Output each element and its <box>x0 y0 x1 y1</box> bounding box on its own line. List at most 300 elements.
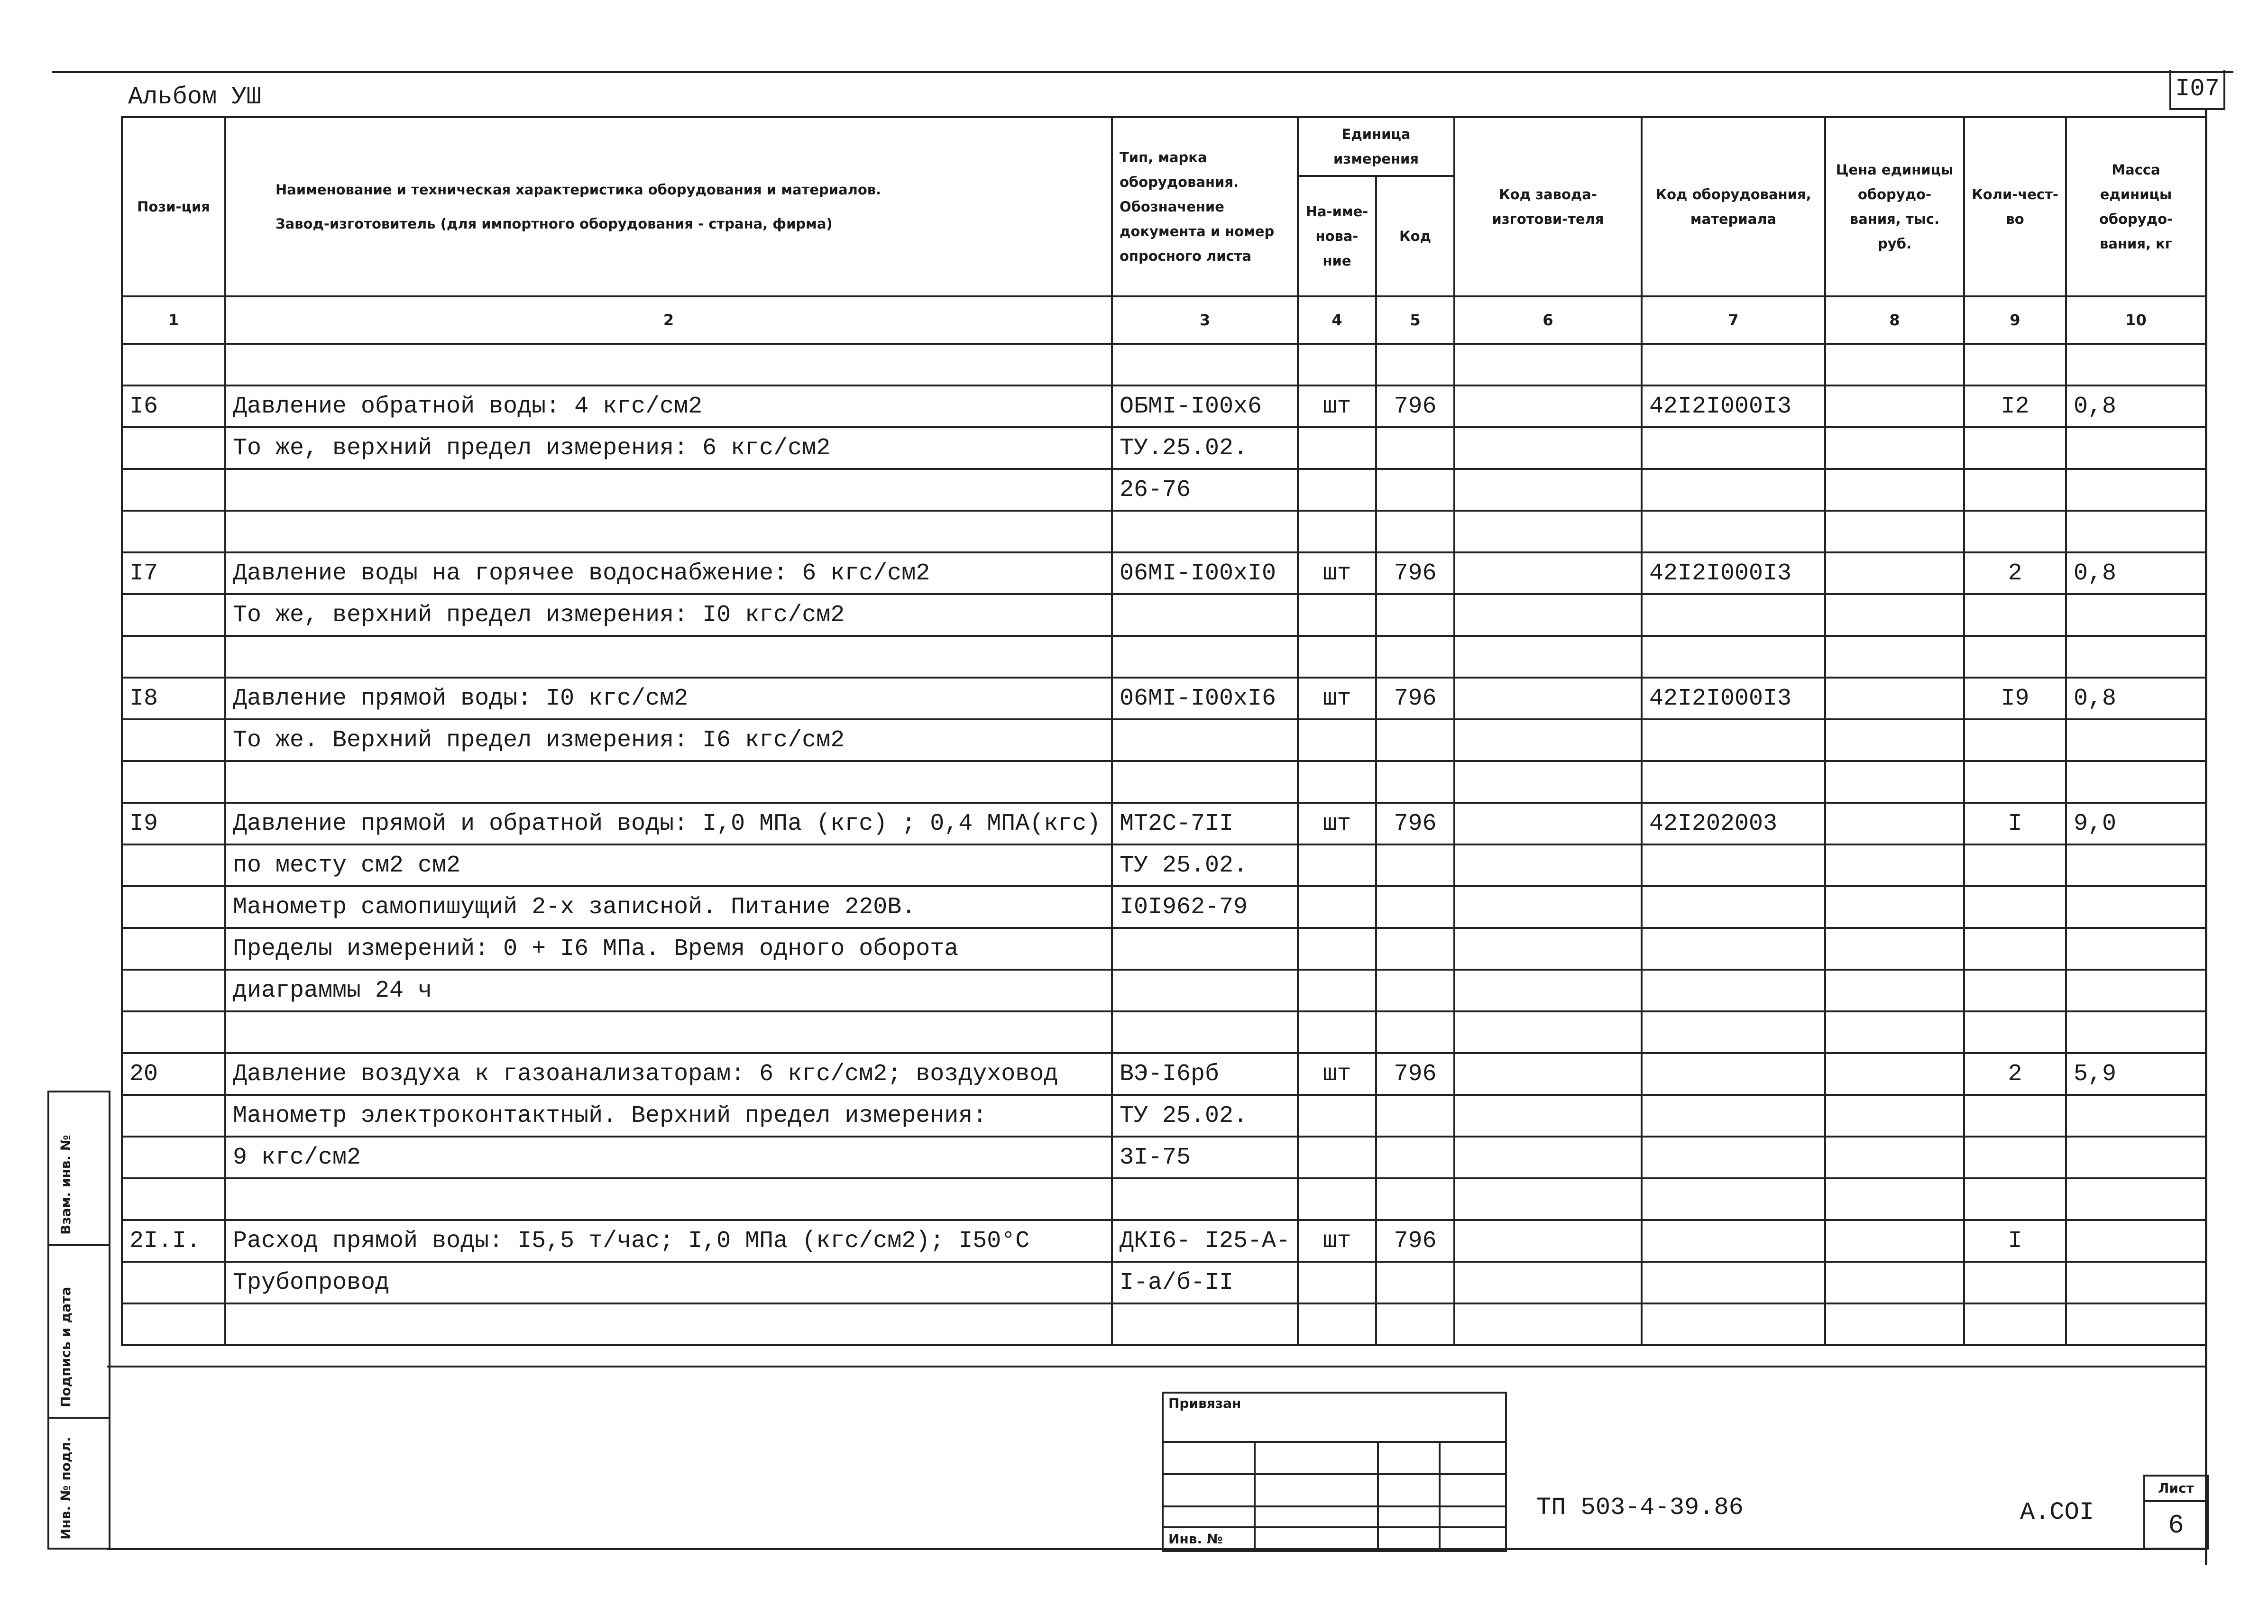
cell-type <box>1112 511 1298 552</box>
cell-unit-code <box>1376 886 1454 928</box>
cell-type <box>1112 636 1298 678</box>
cell-plant-code <box>1454 1011 1642 1053</box>
table-row <box>122 1178 2206 1220</box>
cell-type <box>1112 928 1298 970</box>
list-box <box>2143 1475 2209 1550</box>
cell-type: ТУ.25.02. <box>1112 427 1298 469</box>
cell-type: 06МI-I00хI6 <box>1112 678 1298 719</box>
cell-equipment-code: 42I2I000I3 <box>1642 678 1825 719</box>
table-row <box>122 469 2206 511</box>
stamp-inv-original: Инв. № подл. <box>58 1437 73 1540</box>
cell-quantity <box>1964 511 2066 552</box>
cell-price <box>1825 678 1964 719</box>
cell-type: ВЭ-I6рб <box>1112 1053 1298 1095</box>
album-code: А.СОI <box>2020 1498 2094 1526</box>
header-equipment-code: Код оборудования, материала <box>1642 117 1825 296</box>
cell-name: То же, верхний предел измерения: I0 кгс/см2 <box>225 594 1112 636</box>
cell-position: I8 <box>122 678 225 719</box>
cell-type <box>1112 970 1298 1011</box>
table-row <box>122 844 2206 886</box>
cell-quantity: I9 <box>1964 678 2066 719</box>
cell-name <box>225 511 1112 552</box>
cell-mass <box>2066 1095 2206 1137</box>
bottom-frame-line-2 <box>107 1548 2207 1550</box>
cell-mass: 0,8 <box>2066 678 2206 719</box>
cell-equipment-code <box>1642 469 1825 511</box>
binding-box <box>1162 1392 1507 1552</box>
cell-price <box>1825 427 1964 469</box>
header-type: Тип, марка оборудования. Обозначение документа и номер опросного листа <box>1112 117 1298 296</box>
cell-mass <box>2066 1220 2206 1262</box>
cell-type <box>1112 1303 1298 1345</box>
column-number: 5 <box>1376 296 1454 344</box>
cell-unit-code: 796 <box>1376 1053 1454 1095</box>
cell-type: ТУ 25.02. <box>1112 1095 1298 1137</box>
cell-plant-code <box>1454 1095 1642 1137</box>
cell-position: 20 <box>122 1053 225 1095</box>
cell-position <box>122 594 225 636</box>
cell-quantity: I <box>1964 1220 2066 1262</box>
cell-plant-code <box>1454 385 1642 427</box>
cell-name: Давление прямой воды: I0 кгс/см2 <box>225 678 1112 719</box>
cell-name: Давление воды на горячее водоснабжение: 6 кгс/см2 <box>225 552 1112 594</box>
table-row <box>122 970 2206 1011</box>
cell-mass <box>2066 719 2206 761</box>
cell-price <box>1825 1011 1964 1053</box>
list-label: Лист <box>2145 1477 2207 1502</box>
cell-position <box>122 427 225 469</box>
cell-quantity: 2 <box>1964 552 2066 594</box>
cell-price <box>1825 1137 1964 1178</box>
cell-name: Давление воздуха к газоанализаторам: 6 кгс/см2; воздуховод <box>225 1053 1112 1095</box>
column-number: 4 <box>1298 296 1376 344</box>
cell-name <box>225 344 1112 385</box>
cell-price <box>1825 1262 1964 1303</box>
cell-unit <box>1298 427 1376 469</box>
cell-unit-code: 796 <box>1376 803 1454 844</box>
cell-mass <box>2066 1262 2206 1303</box>
cell-position <box>122 1178 225 1220</box>
cell-type: I0I962-79 <box>1112 886 1298 928</box>
cell-unit <box>1298 1011 1376 1053</box>
cell-equipment-code: 42I2I000I3 <box>1642 385 1825 427</box>
cell-equipment-code <box>1642 1178 1825 1220</box>
binding-label: Привязан <box>1168 1395 1241 1411</box>
cell-type: 3I-75 <box>1112 1137 1298 1178</box>
cell-quantity <box>1964 427 2066 469</box>
cell-mass <box>2066 469 2206 511</box>
cell-mass <box>2066 594 2206 636</box>
cell-price <box>1825 886 1964 928</box>
specification-table <box>121 116 2207 1346</box>
header-mass: Масса единицы оборудо-вания, кг <box>2066 117 2206 296</box>
cell-plant-code <box>1454 1303 1642 1345</box>
column-number: 7 <box>1642 296 1825 344</box>
left-stamp <box>47 1091 110 1550</box>
cell-type: ОБМI-I00х6 <box>1112 385 1298 427</box>
cell-plant-code <box>1454 970 1642 1011</box>
cell-unit-code <box>1376 1011 1454 1053</box>
cell-unit <box>1298 636 1376 678</box>
cell-quantity <box>1964 1137 2066 1178</box>
cell-mass: 9,0 <box>2066 803 2206 844</box>
cell-quantity <box>1964 469 2066 511</box>
cell-position <box>122 970 225 1011</box>
header-price: Цена единицы оборудо-вания, тыс. руб. <box>1825 117 1964 296</box>
table-row <box>122 344 2206 385</box>
cell-price <box>1825 719 1964 761</box>
cell-unit: шт <box>1298 803 1376 844</box>
cell-price <box>1825 385 1964 427</box>
cell-name: Манометр электроконтактный. Верхний предел измерения: <box>225 1095 1112 1137</box>
cell-type <box>1112 344 1298 385</box>
table-row <box>122 678 2206 719</box>
cell-quantity <box>1964 970 2066 1011</box>
table-row <box>122 803 2206 844</box>
cell-mass: 0,8 <box>2066 552 2206 594</box>
cell-unit-code <box>1376 1262 1454 1303</box>
cell-name: 9 кгс/см2 <box>225 1137 1112 1178</box>
cell-unit: шт <box>1298 385 1376 427</box>
cell-name <box>225 1303 1112 1345</box>
cell-quantity <box>1964 1262 2066 1303</box>
cell-unit-code <box>1376 844 1454 886</box>
cell-position <box>122 844 225 886</box>
cell-plant-code <box>1454 344 1642 385</box>
cell-unit <box>1298 511 1376 552</box>
table-row <box>122 594 2206 636</box>
cell-unit <box>1298 1262 1376 1303</box>
cell-unit-code: 796 <box>1376 552 1454 594</box>
cell-name: диаграммы 24 ч <box>225 970 1112 1011</box>
cell-unit-code <box>1376 970 1454 1011</box>
album-label: Альбом УШ <box>128 83 261 111</box>
cell-equipment-code <box>1642 1220 1825 1262</box>
cell-quantity <box>1964 719 2066 761</box>
cell-plant-code <box>1454 636 1642 678</box>
cell-price <box>1825 1220 1964 1262</box>
cell-price <box>1825 344 1964 385</box>
cell-position <box>122 511 225 552</box>
table-row <box>122 1220 2206 1262</box>
table-row <box>122 1137 2206 1178</box>
table-row <box>122 928 2206 970</box>
cell-position: I9 <box>122 803 225 844</box>
header-unit-group: Единица измерения <box>1298 117 1454 176</box>
cell-unit-code <box>1376 1095 1454 1137</box>
cell-type: I-а/б-II <box>1112 1262 1298 1303</box>
cell-quantity: I2 <box>1964 385 2066 427</box>
cell-mass <box>2066 844 2206 886</box>
cell-unit: шт <box>1298 1053 1376 1095</box>
cell-mass <box>2066 970 2206 1011</box>
cell-unit-code <box>1376 469 1454 511</box>
cell-position <box>122 1011 225 1053</box>
header-name <box>225 117 1112 296</box>
column-number: 9 <box>1964 296 2066 344</box>
table-row <box>122 1053 2206 1095</box>
cell-price <box>1825 970 1964 1011</box>
stamp-replace-inv: Взам. инв. № <box>49 1092 109 1246</box>
cell-mass <box>2066 344 2206 385</box>
cell-mass <box>2066 1303 2206 1345</box>
cell-plant-code <box>1454 719 1642 761</box>
cell-position <box>122 1137 225 1178</box>
cell-name <box>225 636 1112 678</box>
cell-equipment-code <box>1642 761 1825 803</box>
cell-unit <box>1298 970 1376 1011</box>
cell-unit: шт <box>1298 678 1376 719</box>
cell-equipment-code <box>1642 594 1825 636</box>
cell-plant-code <box>1454 1262 1642 1303</box>
cell-price <box>1825 1178 1964 1220</box>
cell-equipment-code <box>1642 1095 1825 1137</box>
cell-name: Давление обратной воды: 4 кгс/см2 <box>225 385 1112 427</box>
top-frame-line <box>52 71 2233 73</box>
cell-mass <box>2066 928 2206 970</box>
cell-equipment-code <box>1642 1303 1825 1345</box>
cell-equipment-code <box>1642 1011 1825 1053</box>
cell-position <box>122 1303 225 1345</box>
cell-plant-code <box>1454 1137 1642 1178</box>
cell-unit: шт <box>1298 1220 1376 1262</box>
cell-plant-code <box>1454 469 1642 511</box>
column-number-row <box>122 296 2206 344</box>
cell-unit-code <box>1376 1137 1454 1178</box>
cell-unit <box>1298 886 1376 928</box>
table-row <box>122 511 2206 552</box>
cell-mass <box>2066 886 2206 928</box>
cell-equipment-code <box>1642 1137 1825 1178</box>
table-row <box>122 719 2206 761</box>
cell-position <box>122 761 225 803</box>
cell-name: Пределы измерений: 0 + I6 МПа. Время одного оборота <box>225 928 1112 970</box>
cell-equipment-code: 42I2I000I3 <box>1642 552 1825 594</box>
list-number: 6 <box>2168 1510 2184 1541</box>
cell-equipment-code <box>1642 1262 1825 1303</box>
cell-name: по месту см2 см2 <box>225 844 1112 886</box>
cell-price <box>1825 511 1964 552</box>
cell-unit-code <box>1376 511 1454 552</box>
header-unit-name: На-име-нова-ние <box>1298 176 1376 296</box>
cell-quantity <box>1964 1095 2066 1137</box>
cell-plant-code <box>1454 1220 1642 1262</box>
cell-mass: 5,9 <box>2066 1053 2206 1095</box>
inv-label: Инв. № <box>1168 1531 1223 1547</box>
column-number: 3 <box>1112 296 1298 344</box>
cell-name: То же, верхний предел измерения: 6 кгс/см2 <box>225 427 1112 469</box>
cell-equipment-code <box>1642 928 1825 970</box>
cell-equipment-code <box>1642 511 1825 552</box>
cell-price <box>1825 761 1964 803</box>
cell-mass <box>2066 427 2206 469</box>
cell-quantity <box>1964 594 2066 636</box>
cell-equipment-code <box>1642 970 1825 1011</box>
cell-position <box>122 928 225 970</box>
cell-mass <box>2066 511 2206 552</box>
cell-unit <box>1298 469 1376 511</box>
cell-unit <box>1298 761 1376 803</box>
document-code: ТП 503-4-39.86 <box>1536 1494 1744 1522</box>
cell-unit: шт <box>1298 552 1376 594</box>
cell-name: Расход прямой воды: I5,5 т/час; I,0 МПа (кгс/см2); I50°С <box>225 1220 1112 1262</box>
cell-price <box>1825 928 1964 970</box>
header-name-line2: Завод-изготовитель (для импортного оборудования - страна, фирма) <box>275 216 833 232</box>
cell-unit <box>1298 1178 1376 1220</box>
cell-position <box>122 1262 225 1303</box>
cell-unit-code <box>1376 761 1454 803</box>
column-number: 1 <box>122 296 225 344</box>
cell-type: ДКI6- I25-А- <box>1112 1220 1298 1262</box>
cell-unit-code <box>1376 344 1454 385</box>
cell-position <box>122 344 225 385</box>
cell-plant-code <box>1454 1053 1642 1095</box>
cell-type <box>1112 761 1298 803</box>
cell-position <box>122 636 225 678</box>
cell-price <box>1825 636 1964 678</box>
header-name-line1: Наименование и техническая характеристика оборудования и материалов. <box>275 182 881 198</box>
cell-mass <box>2066 761 2206 803</box>
header-unit-code: Код <box>1376 176 1454 296</box>
cell-position <box>122 469 225 511</box>
cell-name: Давление прямой и обратной воды: I,0 МПа (кгс) ; 0,4 МПА(кгс) <box>225 803 1112 844</box>
cell-unit-code <box>1376 1178 1454 1220</box>
cell-position <box>122 886 225 928</box>
cell-name: То же. Верхний предел измерения: I6 кгс/см2 <box>225 719 1112 761</box>
cell-price <box>1825 594 1964 636</box>
cell-position <box>122 1095 225 1137</box>
cell-unit-code <box>1376 636 1454 678</box>
table-row <box>122 1095 2206 1137</box>
cell-type <box>1112 1011 1298 1053</box>
cell-plant-code <box>1454 928 1642 970</box>
cell-price <box>1825 803 1964 844</box>
table-row <box>122 427 2206 469</box>
cell-type <box>1112 719 1298 761</box>
cell-name: Трубопровод <box>225 1262 1112 1303</box>
header-quantity: Коли-чест-во <box>1964 117 2066 296</box>
cell-equipment-code <box>1642 1053 1825 1095</box>
table-row <box>122 636 2206 678</box>
column-number: 10 <box>2066 296 2206 344</box>
cell-plant-code <box>1454 886 1642 928</box>
cell-quantity <box>1964 1178 2066 1220</box>
cell-type: 26-76 <box>1112 469 1298 511</box>
cell-mass <box>2066 636 2206 678</box>
cell-quantity: I <box>1964 803 2066 844</box>
cell-unit-code <box>1376 427 1454 469</box>
table-row <box>122 886 2206 928</box>
cell-mass <box>2066 1011 2206 1053</box>
header-position: Пози-ция <box>122 117 225 296</box>
cell-equipment-code <box>1642 344 1825 385</box>
cell-name: Манометр самопишущий 2-х записной. Питание 220В. <box>225 886 1112 928</box>
cell-unit-code: 796 <box>1376 678 1454 719</box>
cell-unit <box>1298 928 1376 970</box>
cell-quantity <box>1964 1303 2066 1345</box>
cell-unit <box>1298 1137 1376 1178</box>
cell-unit <box>1298 844 1376 886</box>
cell-name <box>225 469 1112 511</box>
cell-name <box>225 1011 1112 1053</box>
cell-quantity <box>1964 761 2066 803</box>
column-number: 2 <box>225 296 1112 344</box>
cell-type: МТ2С-7II <box>1112 803 1298 844</box>
cell-unit-code <box>1376 719 1454 761</box>
stamp-signature-date: Подпись и дата <box>49 1246 109 1419</box>
cell-mass: 0,8 <box>2066 385 2206 427</box>
cell-price <box>1825 1053 1964 1095</box>
cell-plant-code <box>1454 803 1642 844</box>
cell-position: I7 <box>122 552 225 594</box>
cell-plant-code <box>1454 552 1642 594</box>
cell-unit-code: 796 <box>1376 1220 1454 1262</box>
cell-quantity <box>1964 886 2066 928</box>
table-row <box>122 552 2206 594</box>
cell-type <box>1112 594 1298 636</box>
cell-mass <box>2066 1178 2206 1220</box>
cell-unit <box>1298 594 1376 636</box>
sheet-number: I07 <box>2169 70 2225 110</box>
column-number: 8 <box>1825 296 1964 344</box>
cell-unit <box>1298 1303 1376 1345</box>
cell-price <box>1825 844 1964 886</box>
cell-plant-code <box>1454 594 1642 636</box>
cell-price <box>1825 469 1964 511</box>
table-row <box>122 761 2206 803</box>
cell-plant-code <box>1454 761 1642 803</box>
cell-equipment-code <box>1642 636 1825 678</box>
cell-price <box>1825 1303 1964 1345</box>
cell-position <box>122 719 225 761</box>
cell-quantity: 2 <box>1964 1053 2066 1095</box>
cell-plant-code <box>1454 511 1642 552</box>
cell-equipment-code: 42I202003 <box>1642 803 1825 844</box>
cell-unit-code <box>1376 594 1454 636</box>
cell-type <box>1112 1178 1298 1220</box>
cell-mass <box>2066 1137 2206 1178</box>
cell-position: 2I.I. <box>122 1220 225 1262</box>
cell-equipment-code <box>1642 427 1825 469</box>
cell-plant-code <box>1454 678 1642 719</box>
cell-quantity <box>1964 636 2066 678</box>
bottom-frame-line <box>107 1366 2207 1367</box>
cell-position: I6 <box>122 385 225 427</box>
cell-type: 06МI-I00хI0 <box>1112 552 1298 594</box>
cell-plant-code <box>1454 1178 1642 1220</box>
cell-unit <box>1298 719 1376 761</box>
table-row <box>122 1303 2206 1345</box>
cell-type: ТУ 25.02. <box>1112 844 1298 886</box>
cell-unit <box>1298 1095 1376 1137</box>
cell-equipment-code <box>1642 844 1825 886</box>
cell-name <box>225 1178 1112 1220</box>
cell-price <box>1825 552 1964 594</box>
cell-unit-code: 796 <box>1376 385 1454 427</box>
cell-price <box>1825 1095 1964 1137</box>
header-plant-code: Код завода-изготови-теля <box>1454 117 1642 296</box>
table-row <box>122 385 2206 427</box>
cell-quantity <box>1964 1011 2066 1053</box>
table-row <box>122 1011 2206 1053</box>
cell-unit-code <box>1376 1303 1454 1345</box>
cell-plant-code <box>1454 844 1642 886</box>
cell-quantity <box>1964 844 2066 886</box>
cell-equipment-code <box>1642 719 1825 761</box>
cell-quantity <box>1964 928 2066 970</box>
cell-equipment-code <box>1642 886 1825 928</box>
cell-name <box>225 761 1112 803</box>
